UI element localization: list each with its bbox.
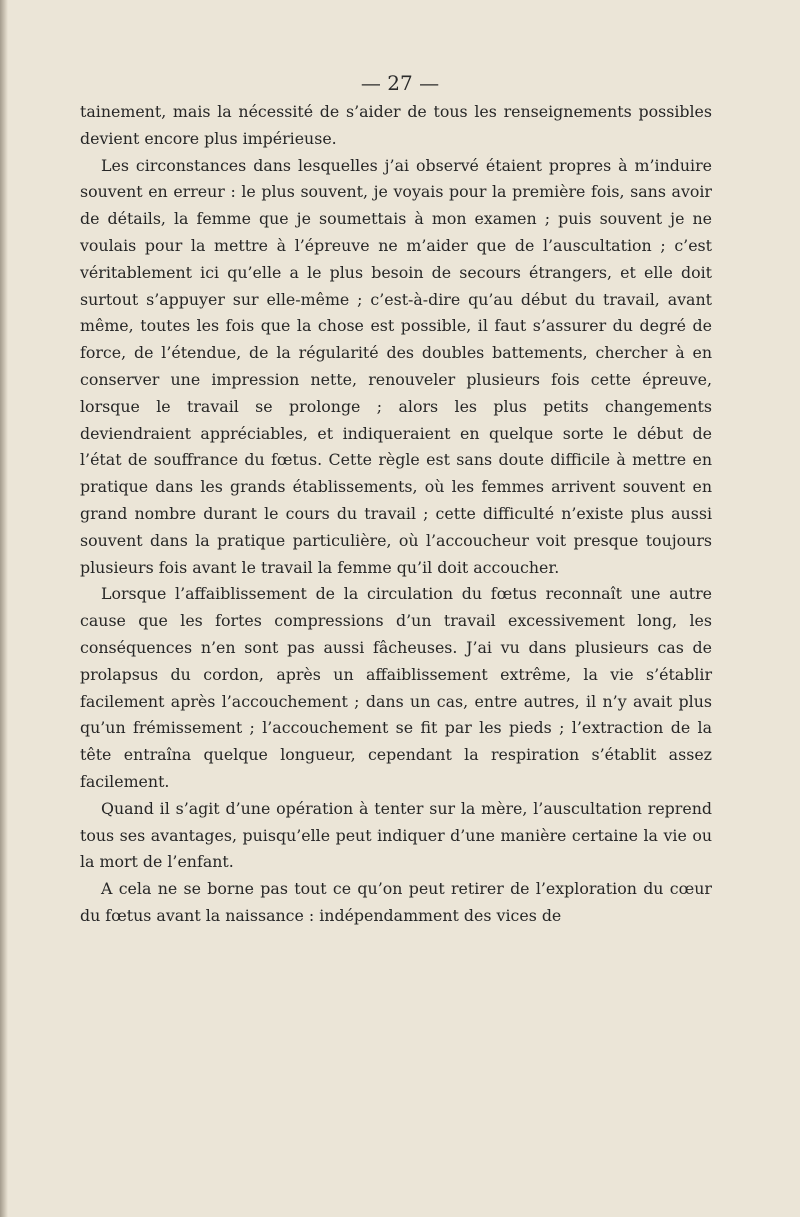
paragraph: Lorsque l’affaiblissement de la circulation du fœtus reconnaît une autre cause que les fortes compressions d’un travail excessivement long, les conséquences n’en sont pas aussi fâcheuses. J’ai vu dans plusieurs cas de prolapsus du cordon, après un affaiblissement extrême, la vie s’établir facilement après l’accouchement ; dans un cas, entre autres, il n’y avait plus qu’un frémissement ; l’accouchement se fit par les pieds ; l’extraction de la tête entraîna quelque longueur, cependant la respiration s’établit assez facilement. xyxy=(80,584,712,791)
paragraph: A cela ne se borne pas tout ce qu’on peut retirer de l’exploration du cœur du fœtus avant la naissance : indépendamment des vices de xyxy=(80,879,712,925)
page-binding-edge xyxy=(0,0,8,1217)
paragraph: Les circonstances dans lesquelles j’ai observé étaient propres à m’induire souvent en erreur : le plus souvent, je voyais pour la première fois, sans avoir de détails, la femme que je soumettais à mon examen ; puis souvent je ne voulais pour la mettre à l’épreuve ne m’aider que de l’auscultation ; c’est véritablement ici qu’elle a le plus besoin de secours étrangers, et elle doit surtout s’appuyer sur elle-même ; c’est-à-dire qu’au début du travail, avant même, toutes les fois que la chose est possible, il faut s’assurer du degré de force, de l’étendue, de la régularité des doubles battements, chercher à en conserver une impression nette, renouveler plusieurs fois cette épreuve, lorsque le travail se prolonge ; alors les plus petits changements deviendraient appréciables, et indiqueraient en quelque sorte le début de l’état de souffrance du fœtus. Cette règle est sans doute difficile à mettre en pratique dans les grands établissements, où les femmes arrivent souvent en grand nombre durant le cours du travail ; cette difficulté n’existe plus aussi souvent dans la pratique particulière, où l’accoucheur voit presque toujours plusieurs fois avant le travail la femme qu’il doit accoucher. xyxy=(80,155,712,577)
paragraph: Quand il s’agit d’une opération à tenter sur la mère, l’auscultation reprend tous ses avantages, puisqu’elle peut indiquer d’une manière certaine la vie ou la mort de l’enfant. xyxy=(80,798,712,872)
body-text xyxy=(80,99,712,930)
page-number: — 27 — xyxy=(360,71,440,95)
paragraph-continuation: tainement, mais la nécessité de s’aider de tous les renseignements possibles devient encore plus impérieuse. xyxy=(80,102,712,148)
